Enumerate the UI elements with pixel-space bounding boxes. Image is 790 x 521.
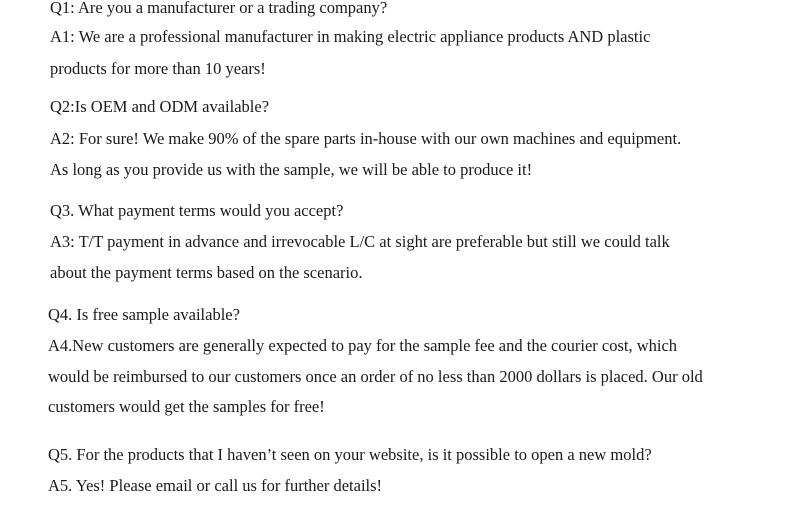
- answer-1-line-2: products for more than 10 years!: [50, 59, 266, 78]
- answer-5-line-1: A5. Yes! Please email or call us for further details!: [48, 476, 383, 495]
- question-4: Q4. Is free sample available?: [48, 305, 240, 324]
- answer-2-line-2: As long as you provide us with the sample, we will be able to produce it!: [50, 160, 533, 179]
- question-5: Q5. For the products that I haven’t seen on your website, is it possible to open a new mold?: [48, 445, 652, 464]
- question-1: Q1: Are you a manufacturer or a trading company?: [50, 0, 388, 17]
- answer-2-line-1: A2: For sure! We make 90% of the spare parts in-house with our own machines and equipment.: [50, 129, 682, 148]
- answer-3-line-1: A3: T/T payment in advance and irrevocable L/C at sight are preferable but still we could talk: [50, 232, 670, 251]
- answer-3-line-2: about the payment terms based on the scenario.: [50, 263, 363, 282]
- answer-4-line-1: A4.New customers are generally expected to pay for the sample fee and the courier cost, which: [48, 336, 678, 355]
- answer-4-line-2: would be reimbursed to our customers once an order of no less than 2000 dollars is placed. Our old: [48, 367, 703, 386]
- answer-4-line-3: customers would get the samples for free!: [48, 397, 325, 416]
- question-3: Q3. What payment terms would you accept?: [50, 201, 344, 220]
- question-2: Q2:Is OEM and ODM available?: [50, 97, 270, 116]
- answer-1-line-1: A1: We are a professional manufacturer in making electric appliance products AND plastic: [50, 27, 651, 46]
